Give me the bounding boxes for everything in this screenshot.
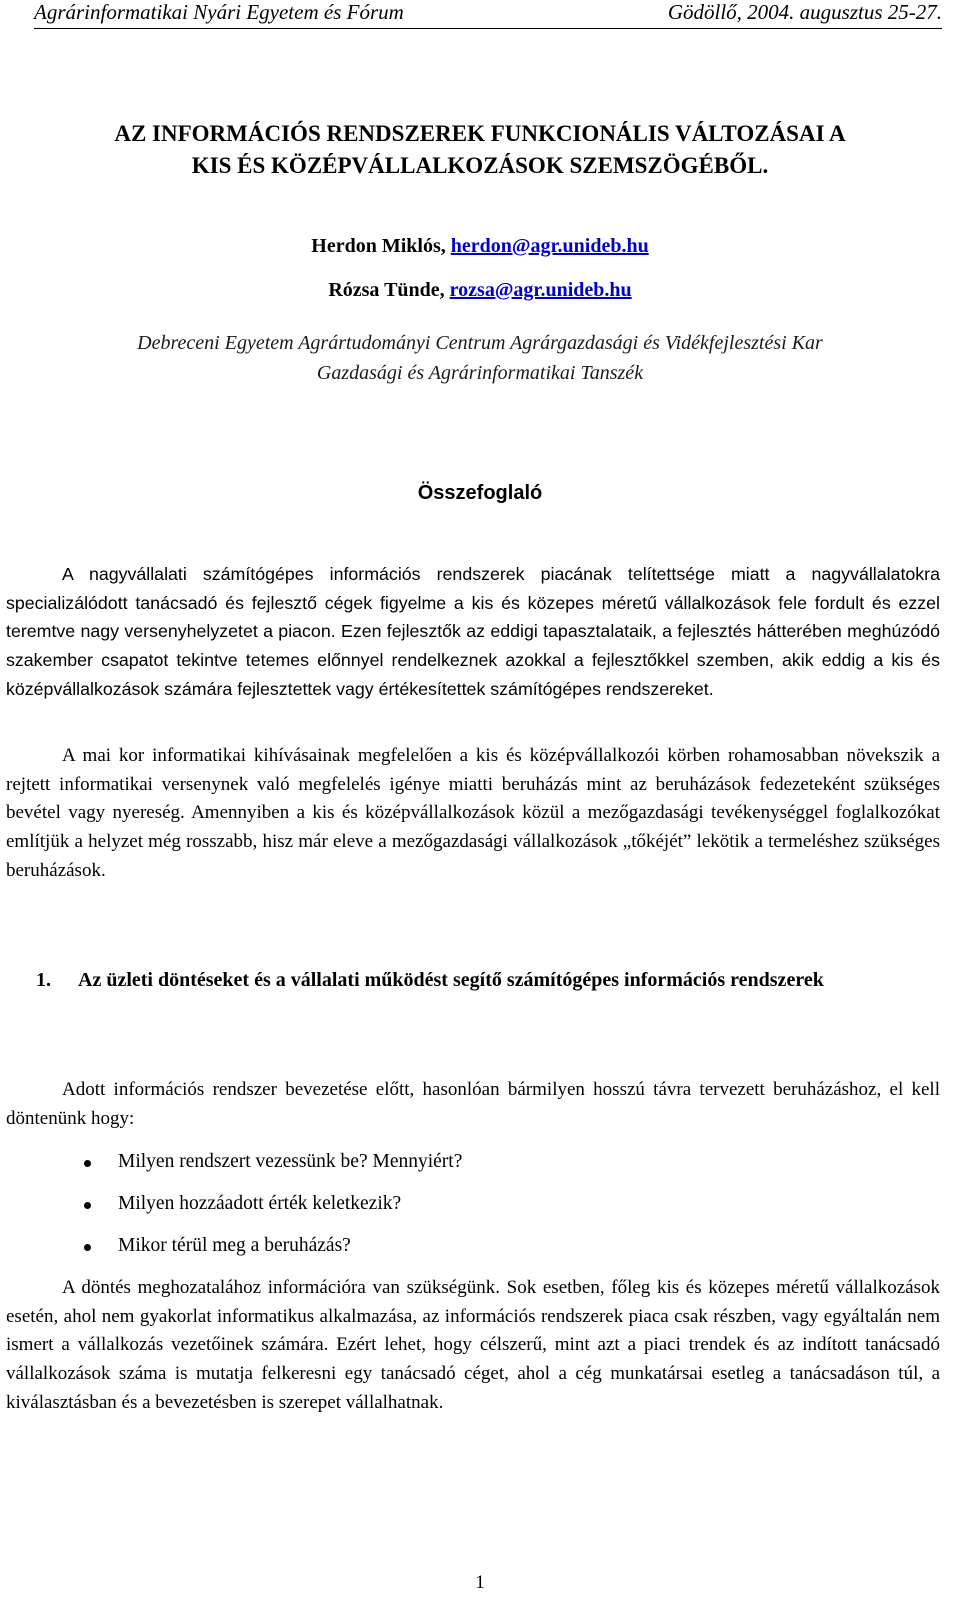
section-1-number: 1. (36, 969, 51, 991)
section-1-title: Az üzleti döntéseket és a vállalati működést segítő számítógépes információs rendszerek (78, 969, 824, 991)
bullet-icon (84, 1160, 91, 1167)
header-date-location: Gödöllő, 2004. augusztus 25-27. (667, 0, 942, 24)
list-item-text: Mikor térül meg a beruházás? (118, 1235, 351, 1256)
title-line-1: AZ INFORMÁCIÓS RENDSZEREK FUNKCIONÁLIS VÁLTOZÁSAI A (114, 121, 846, 146)
header-rule (34, 28, 942, 29)
title-line-2: KIS ÉS KÖZÉPVÁLLALKOZÁSOK SZEMSZÖGÉBŐL. (191, 153, 769, 178)
affiliation (0, 328, 960, 388)
bullet-icon (84, 1244, 91, 1251)
author-2 (0, 277, 960, 303)
paper-title (0, 118, 960, 182)
intro-paragraph (6, 742, 940, 886)
author-1 (0, 233, 960, 259)
question-list (0, 1148, 900, 1274)
bullet-icon (84, 1202, 91, 1209)
header-conference: Agrárinformatikai Nyári Egyetem és Fórum (34, 0, 404, 24)
decision-paragraph (6, 1076, 940, 1133)
abstract-body (6, 560, 940, 704)
page-number: 1 (475, 1572, 485, 1593)
author-2-name: Rózsa Tünde, (328, 279, 445, 301)
list-item (0, 1148, 900, 1190)
list-item (0, 1232, 900, 1274)
paragraph-3: Adott információs rendszer bevezetése előtt, hasonlóan bármilyen hosszú távra tervezett beruházáshoz, el kell döntenünk hogy: (6, 1079, 940, 1129)
list-item (0, 1190, 900, 1232)
paragraph-4: A döntés meghozatalához információra van szükségünk. Sok esetben, főleg kis és közepes méretű vállalkozások esetén, ahol nem gyakorlat informatikus alkalmazása, az információs rendszerek piaca csak részben, vagy egyáltalán nem ismert a vállalkozás vezetőinek számára. Ezért lehet, hogy célszerű, mint azt a piaci trendek és az indított tanácsadó vállalkozások száma is mutatja felkeresni egy tanácsadó céget, ahol a cég munkatársai esetleg a tanácsadáson túl, a kiválasztásban és a bevezetésben is szerepet vállalhatnak. (6, 1277, 940, 1413)
information-paragraph (6, 1274, 940, 1418)
paragraph-2: A mai kor informatikai kihívásainak megfelelően a kis és középvállalkozói körben rohamosabban növekszik a rejtett informatikai versenynek való megfelelés igénye miatti beruházás mint az beruházások fedezeteként szükséges bevétel vagy nyereség. Amennyiben a kis és középvállalkozások közül a mezőgazdasági tevékenységgel foglalkozókat említjük a helyzet még rosszabb, hisz már eleve a mezőgazdasági vállalkozások „tőkéjét” lekötik a termeléshez szükséges beruházások. (6, 745, 940, 881)
abstract-heading: Összefoglaló (417, 482, 543, 504)
author-1-email-link[interactable]: herdon@agr.unideb.hu (450, 235, 649, 257)
author-1-name: Herdon Miklós, (311, 235, 446, 257)
affiliation-line-2: Gazdasági és Agrárinformatikai Tanszék (316, 362, 644, 384)
list-item-text: Milyen hozzáadott érték keletkezik? (118, 1193, 402, 1214)
author-2-email-link[interactable]: rozsa@agr.unideb.hu (449, 279, 632, 301)
abstract-paragraph: A nagyvállalati számítógépes információs rendszerek piacának telítettsége miatt a nagyvállalatokra specializálódott tanácsadó és fejlesztő cégek figyelme a kis és közepes méretű vállalkozások fele fordult és ezzel teremtve nagy versenyhelyzetet a piacon. Ezen fejlesztők az eddigi tapasztalataik, a fejlesztés hátterében meghúzódó szakember csapatot tekintve tetemes előnnyel rendelkeznek azokkal a fejlesztőkkel szemben, akik eddig a kis és középvállalkozások számára fejlesztettek vagy értékesítettek számítógépes rendszereket. (6, 564, 940, 699)
affiliation-line-1: Debreceni Egyetem Agrártudományi Centrum Agrárgazdasági és Vidékfejlesztési Kar (137, 332, 823, 354)
list-item-text: Milyen rendszert vezessünk be? Mennyiért? (118, 1151, 463, 1172)
